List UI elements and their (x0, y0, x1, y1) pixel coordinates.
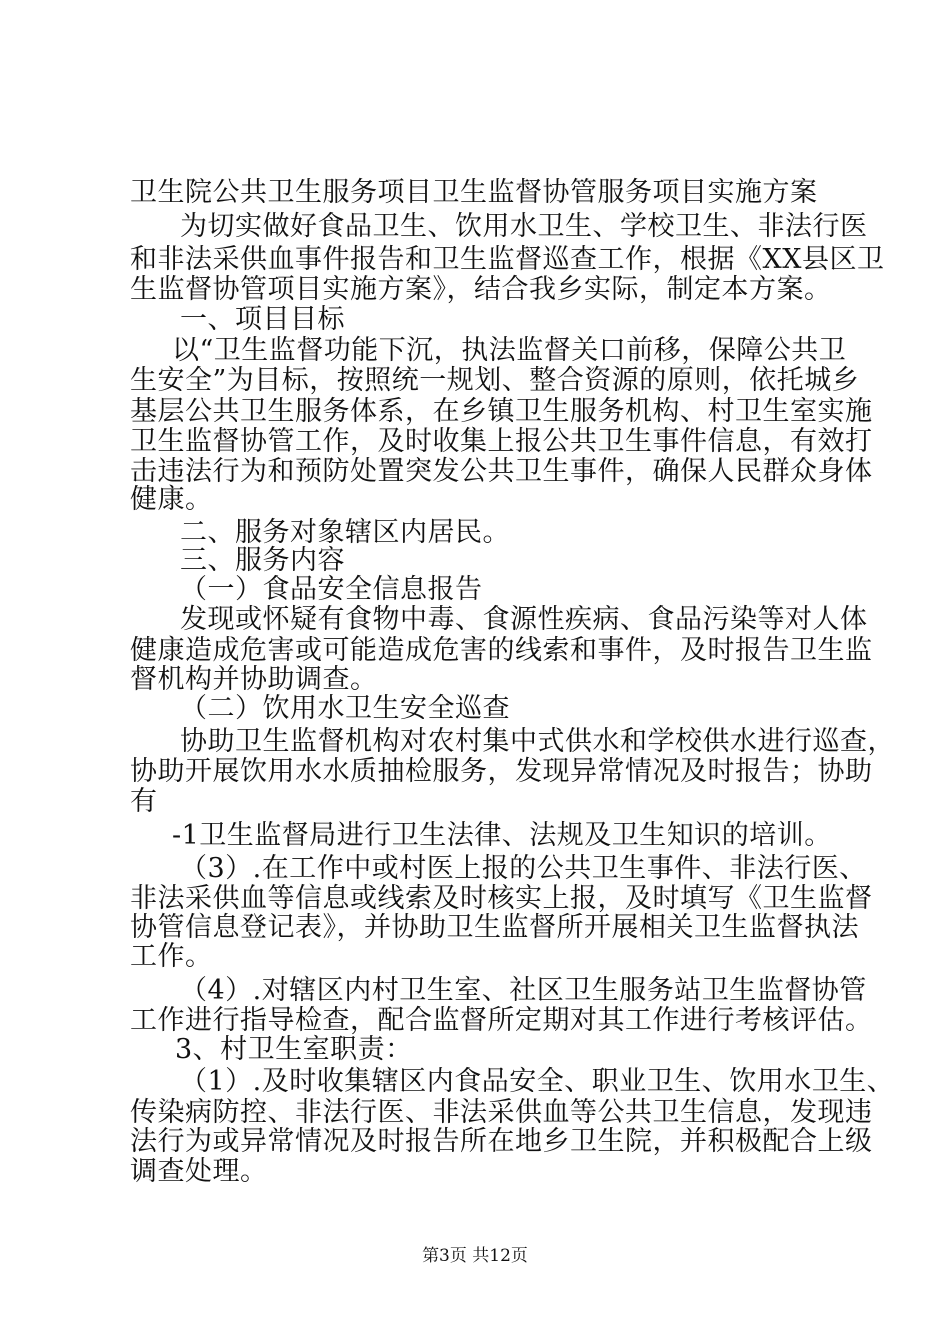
section-heading: 三、服务内容 (180, 545, 345, 576)
paragraph-line: （1）.及时收集辖区内食品安全、职业卫生、饮用水卫生、 (180, 1066, 895, 1097)
section-heading: 3、村卫生室职责： (175, 1034, 413, 1065)
paragraph-line: 为切实做好食品卫生、饮用水卫生、学校卫生、非法行医 (180, 211, 868, 242)
paragraph-line: 督机构并协助调查。 (130, 664, 378, 695)
paragraph-line: 有 (130, 786, 158, 817)
subsection-heading: （二）饮用水卫生安全巡查 (180, 693, 510, 724)
paragraph-line: 工作。 (130, 941, 213, 972)
paragraph-line: 协助开展饮用水水质抽检服务，发现异常情况及时报告；协助 (130, 756, 873, 787)
paragraph-line: 发现或怀疑有食物中毒、食源性疾病、食品污染等对人体 (180, 604, 868, 635)
paragraph-line: 生安全”为目标，按照统一规划、整合资源的原则，依托城乡 (130, 365, 860, 396)
paragraph-line: 协助卫生监督机构对农村集中式供水和学校供水进行巡查， (180, 726, 895, 757)
paragraph-line: 击违法行为和预防处置突发公共卫生事件，确保人民群众身体 (130, 456, 873, 487)
paragraph-line: 工作进行指导检查，配合监督所定期对其工作进行考核评估。 (130, 1005, 873, 1036)
paragraph-line: 健康造成危害或可能造成危害的线索和事件，及时报告卫生监 (130, 635, 873, 666)
page-number: 第3页 共12页 (422, 1246, 528, 1266)
paragraph-line: 基层公共卫生服务体系，在乡镇卫生服务机构、村卫生室实施 (130, 396, 873, 427)
section-heading: 一、项目目标 (180, 304, 345, 335)
paragraph-line: 协管信息登记表》，并协助卫生监督所开展相关卫生监督执法 (130, 912, 859, 943)
paragraph-line: 健康。 (130, 484, 213, 515)
paragraph-line: 生监督协管项目实施方案》，结合我乡实际，制定本方案。 (130, 274, 832, 305)
subsection-heading: （一）食品安全信息报告 (180, 574, 483, 605)
paragraph-line: 非法采供血等信息或线索及时核实上报，及时填写《卫生监督 (130, 883, 873, 914)
paragraph-line: 和非法采供血事件报告和卫生监督巡查工作，根据《XX县区卫 (130, 244, 885, 275)
paragraph-line: 调查处理。 (130, 1156, 268, 1187)
paragraph-line: 传染病防控、非法行医、非法采供血等公共卫生信息，发现违 (130, 1097, 873, 1128)
section-heading: 二、服务对象辖区内居民。 (180, 517, 510, 548)
paragraph-line: 卫生监督协管工作，及时收集上报公共卫生事件信息，有效打 (130, 426, 873, 457)
paragraph-line: 以“卫生监督功能下沉，执法监督关口前移，保障公共卫 (172, 335, 847, 366)
paragraph-line: （4）.对辖区内村卫生室、社区卫生服务站卫生监督协管 (180, 975, 867, 1006)
document-title: 卫生院公共卫生服务项目卫生监督协管服务项目实施方案 (130, 177, 818, 208)
paragraph-line: -1卫生监督局进行卫生法律、法规及卫生知识的培训。 (172, 820, 832, 851)
paragraph-line: 法行为或异常情况及时报告所在地乡卫生院，并积极配合上级 (130, 1126, 873, 1157)
paragraph-line: （3）.在工作中或村医上报的公共卫生事件、非法行医、 (180, 853, 867, 884)
